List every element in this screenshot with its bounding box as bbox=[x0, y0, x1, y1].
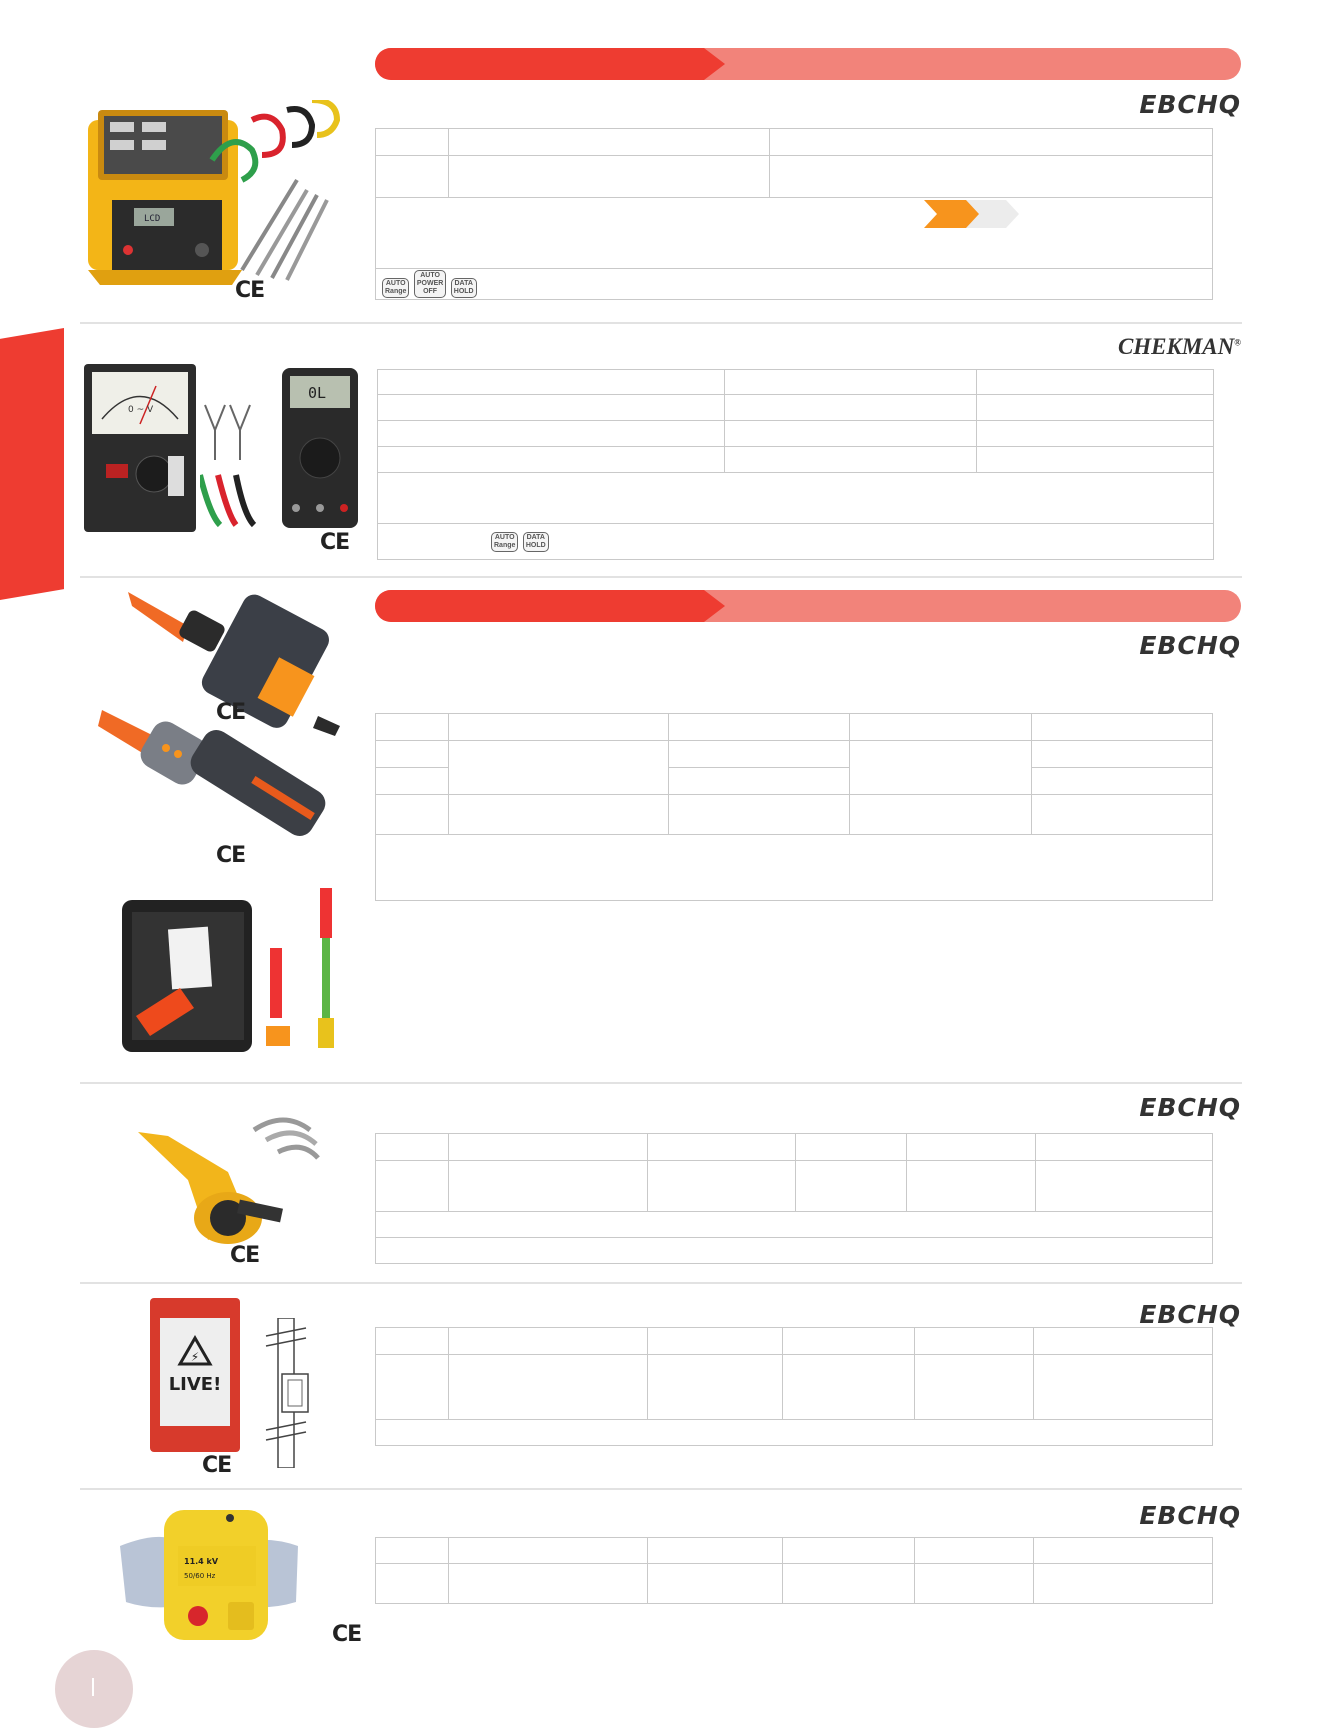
ce-mark: CE bbox=[235, 278, 265, 303]
ebchq-logo: EBCHQ bbox=[1139, 1093, 1241, 1122]
earth-tester-image bbox=[82, 100, 364, 305]
data-hold-badge: DATA HOLD bbox=[523, 532, 549, 552]
section-divider bbox=[80, 322, 1242, 324]
digital-insulation-tester-image bbox=[282, 368, 360, 530]
auto-range-badge: AUTO Range bbox=[382, 278, 409, 298]
chekman-logo: CHEKMAN® bbox=[1117, 334, 1241, 359]
category-header-bar bbox=[375, 48, 1241, 80]
auto-power-off-badge: AUTO POWER OFF bbox=[414, 270, 446, 298]
live-warning-device-image bbox=[150, 1298, 242, 1454]
svg-text:50/60 Hz: 50/60 Hz bbox=[184, 1572, 216, 1580]
pole-mount-diagram bbox=[260, 1318, 312, 1468]
voltage-detector-head-image bbox=[138, 1110, 338, 1250]
ce-mark: CE bbox=[202, 1453, 232, 1478]
test-leads-image bbox=[200, 400, 260, 530]
ce-mark: CE bbox=[216, 700, 246, 725]
spec-table-voltage-detector bbox=[375, 1133, 1213, 1264]
data-hold-badge: DATA HOLD bbox=[451, 278, 477, 298]
category-header-bar bbox=[375, 590, 1241, 622]
ce-mark: CE bbox=[332, 1622, 362, 1647]
wearable-voltage-detector-image bbox=[120, 1506, 300, 1646]
spec-table-hv-detector bbox=[375, 713, 1213, 901]
svg-text:11.4 kV: 11.4 kV bbox=[184, 1557, 219, 1566]
ebchq-logo: EBCHQ bbox=[1139, 1501, 1241, 1530]
section-divider bbox=[80, 576, 1242, 578]
svg-text:⚡: ⚡ bbox=[190, 1350, 200, 1364]
svg-text:0L: 0L bbox=[308, 384, 327, 402]
ebchq-logo: EBCHQ bbox=[1139, 90, 1241, 119]
svg-text:LIVE!: LIVE! bbox=[168, 1374, 222, 1395]
ebchq-logo: EBCHQ bbox=[1139, 631, 1241, 660]
section-divider bbox=[80, 1488, 1242, 1490]
spec-table-live-warning-device bbox=[375, 1327, 1213, 1446]
ce-mark: CE bbox=[216, 843, 246, 868]
hv-detector-kit-image bbox=[120, 888, 342, 1058]
page-number-circle bbox=[55, 1650, 133, 1728]
svg-text:LCD: LCD bbox=[144, 214, 161, 224]
section-divider bbox=[80, 1282, 1242, 1284]
auto-range-badge: AUTO Range bbox=[491, 532, 518, 552]
analog-insulation-tester-image bbox=[84, 364, 204, 534]
ebchq-logo: EBCHQ bbox=[1139, 1300, 1241, 1329]
ce-mark: CE bbox=[320, 530, 350, 555]
section-side-tab bbox=[0, 328, 64, 600]
section-divider bbox=[80, 1082, 1242, 1084]
spec-table-earth-tester bbox=[375, 128, 1213, 300]
ce-mark: CE bbox=[230, 1243, 260, 1268]
svg-text:0 ~ V: 0 ~ V bbox=[128, 405, 154, 415]
arrow-icon bbox=[924, 200, 1019, 228]
spec-table-wearable-detector bbox=[375, 1537, 1213, 1604]
spec-table-insulation-tester bbox=[377, 369, 1214, 560]
